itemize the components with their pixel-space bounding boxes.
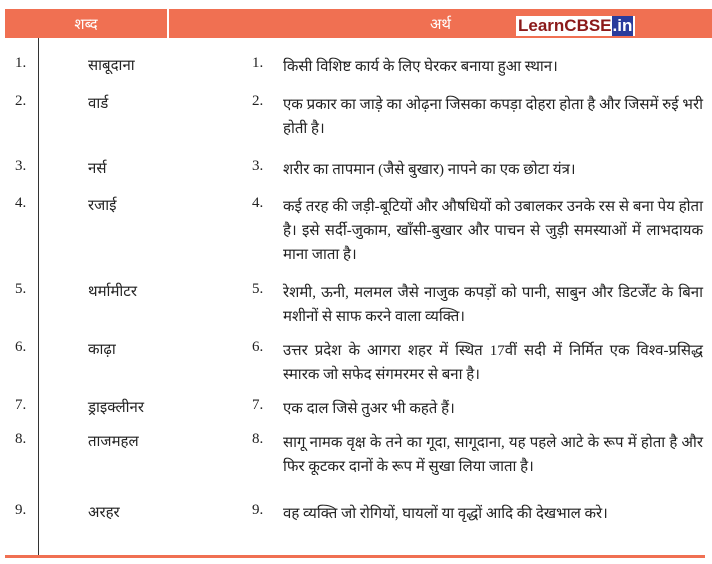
meaning: वह व्यक्ति जो रोगियों, घायलों या वृद्धों आदि की देखभाल करे।: [283, 506, 608, 522]
meaning: एक दाल जिसे तुअर भी कहते हैं।: [283, 401, 455, 417]
meaning: कई तरह की जड़ी-बूटियों और औषधियों को उबालकर उनके रस से बना पेय होता है। इसे सर्दी-जुकाम, खाँसी-बुखार और पाचन से जुड़ी समस्याओं में लाभदायक माना जाता है।: [283, 199, 703, 263]
meaning-number: 6.: [252, 339, 264, 355]
row-number: 9.: [15, 502, 27, 518]
word: ड्राइक्लीनर: [88, 400, 144, 416]
bottom-rule: [5, 555, 705, 558]
row-number: 4.: [15, 195, 27, 211]
row-number: 7.: [15, 397, 27, 413]
meaning-number: 4.: [252, 195, 264, 211]
word: थर्मामीटर: [88, 284, 137, 300]
meaning-number: 9.: [252, 502, 264, 518]
word: नर्स: [88, 161, 107, 177]
row-number: 2.: [15, 93, 27, 109]
logo-text: LearnCBSE: [518, 16, 612, 35]
word: साबूदाना: [88, 58, 135, 74]
header-meaning: अर्थ: [169, 9, 712, 38]
meaning-number: 1.: [252, 55, 264, 71]
word: अरहर: [88, 505, 120, 521]
meaning: शरीर का तापमान (जैसे बुखार) नापने का एक छोटा यंत्र।: [283, 162, 576, 178]
column-divider: [38, 38, 39, 558]
meaning: किसी विशिष्ट कार्य के लिए घेरकर बनाया हुआ स्थान।: [283, 59, 558, 75]
logo-suffix: .in: [612, 16, 633, 35]
meaning: उत्तर प्रदेश के आगरा शहर में स्थित 17वीं सदी में निर्मित एक विश्व-प्रसिद्ध स्मारक जो सफेद संगमरमर से बना है।: [283, 343, 703, 383]
meaning-number: 7.: [252, 397, 264, 413]
meaning-number: 8.: [252, 431, 264, 447]
row-number: 3.: [15, 158, 27, 174]
learncbse-logo: [516, 16, 635, 36]
meaning-number: 2.: [252, 93, 264, 109]
meaning-number: 3.: [252, 158, 264, 174]
meaning: एक प्रकार का जाड़े का ओढ़ना जिसका कपड़ा दोहरा होता है और जिसमें रुई भरी होती है।: [283, 97, 703, 137]
row-number: 5.: [15, 281, 27, 297]
row-number: 6.: [15, 339, 27, 355]
meaning: सागू नामक वृक्ष के तने का गूदा, सागूदाना, यह पहले आटे के रूप में होता है और फिर कूटकर दानों के रूप में सुखा लिया जाता है।: [283, 435, 703, 475]
word: ताजमहल: [88, 434, 139, 450]
word: रजाई: [88, 198, 117, 214]
meaning: रेशमी, ऊनी, मलमल जैसे नाजुक कपड़ों को पानी, साबुन और डिटर्जेंट के बिना मशीनों से साफ करने वाला व्यक्ति।: [283, 285, 703, 325]
row-number: 1.: [15, 55, 27, 71]
meaning-number: 5.: [252, 281, 264, 297]
word: वार्ड: [88, 96, 109, 112]
row-number: 8.: [15, 431, 27, 447]
word: काढ़ा: [88, 342, 116, 358]
header-word: शब्द: [5, 9, 167, 38]
